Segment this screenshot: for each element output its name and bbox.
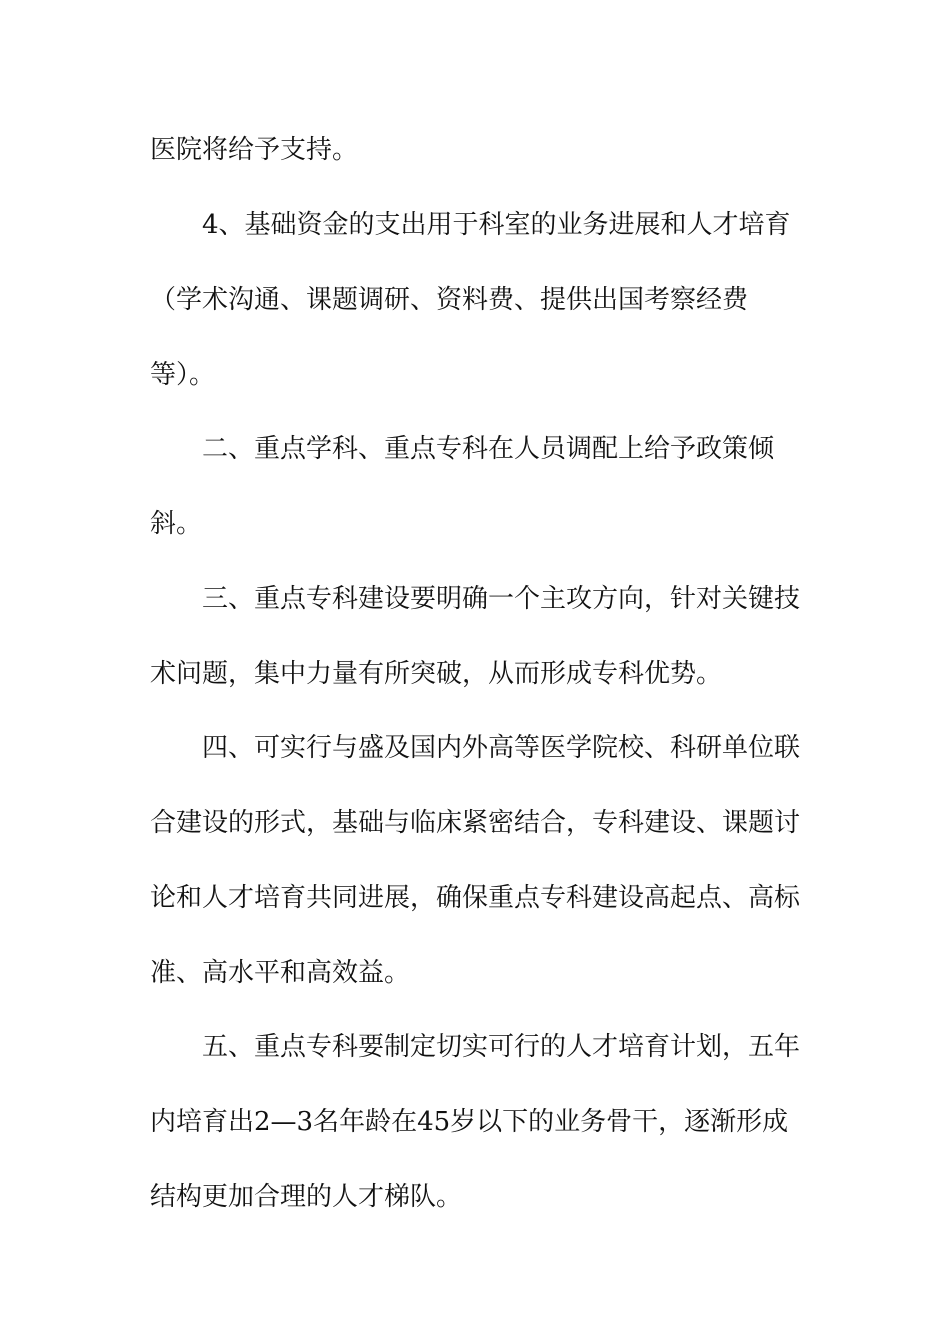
text-line-9: 四、可实行与盛及国内外高等医学院校、科研单位联 <box>202 733 801 763</box>
text-line-5: 二、重点学科、重点专科在人员调配上给予政策倾 <box>202 434 775 464</box>
text-line-1: 医院将给予支持。 <box>150 135 359 165</box>
text-line-15: 结构更加合理的人才梯队。 <box>150 1182 463 1212</box>
text-line-4: 等）。 <box>150 360 216 390</box>
text-line-3: （学术沟通、课题调研、资料费、提供出国考察经费 <box>150 285 749 315</box>
text-line-7: 三、重点专科建设要明确一个主攻方向，针对关键技 <box>202 584 801 614</box>
text-line-13: 五、重点专科要制定切实可行的人才培育计划，五年 <box>202 1032 801 1062</box>
text-line-11: 论和人才培育共同进展，确保重点专科建设高起点、高标 <box>150 883 801 913</box>
text-line-8: 术问题，集中力量有所突破，从而形成专科优势。 <box>150 659 723 689</box>
text-line-6: 斜。 <box>150 509 203 539</box>
text-line-14: 内培育出2—3名年龄在45岁以下的业务骨干，逐渐形成 <box>150 1107 789 1137</box>
text-line-10: 合建设的形式，基础与临床紧密结合，专科建设、课题讨 <box>150 808 801 838</box>
text-line-12: 准、高水平和高效益。 <box>150 958 411 988</box>
text-line-2: 4、基础资金的支出用于科室的业务进展和人才培育 <box>202 210 791 240</box>
